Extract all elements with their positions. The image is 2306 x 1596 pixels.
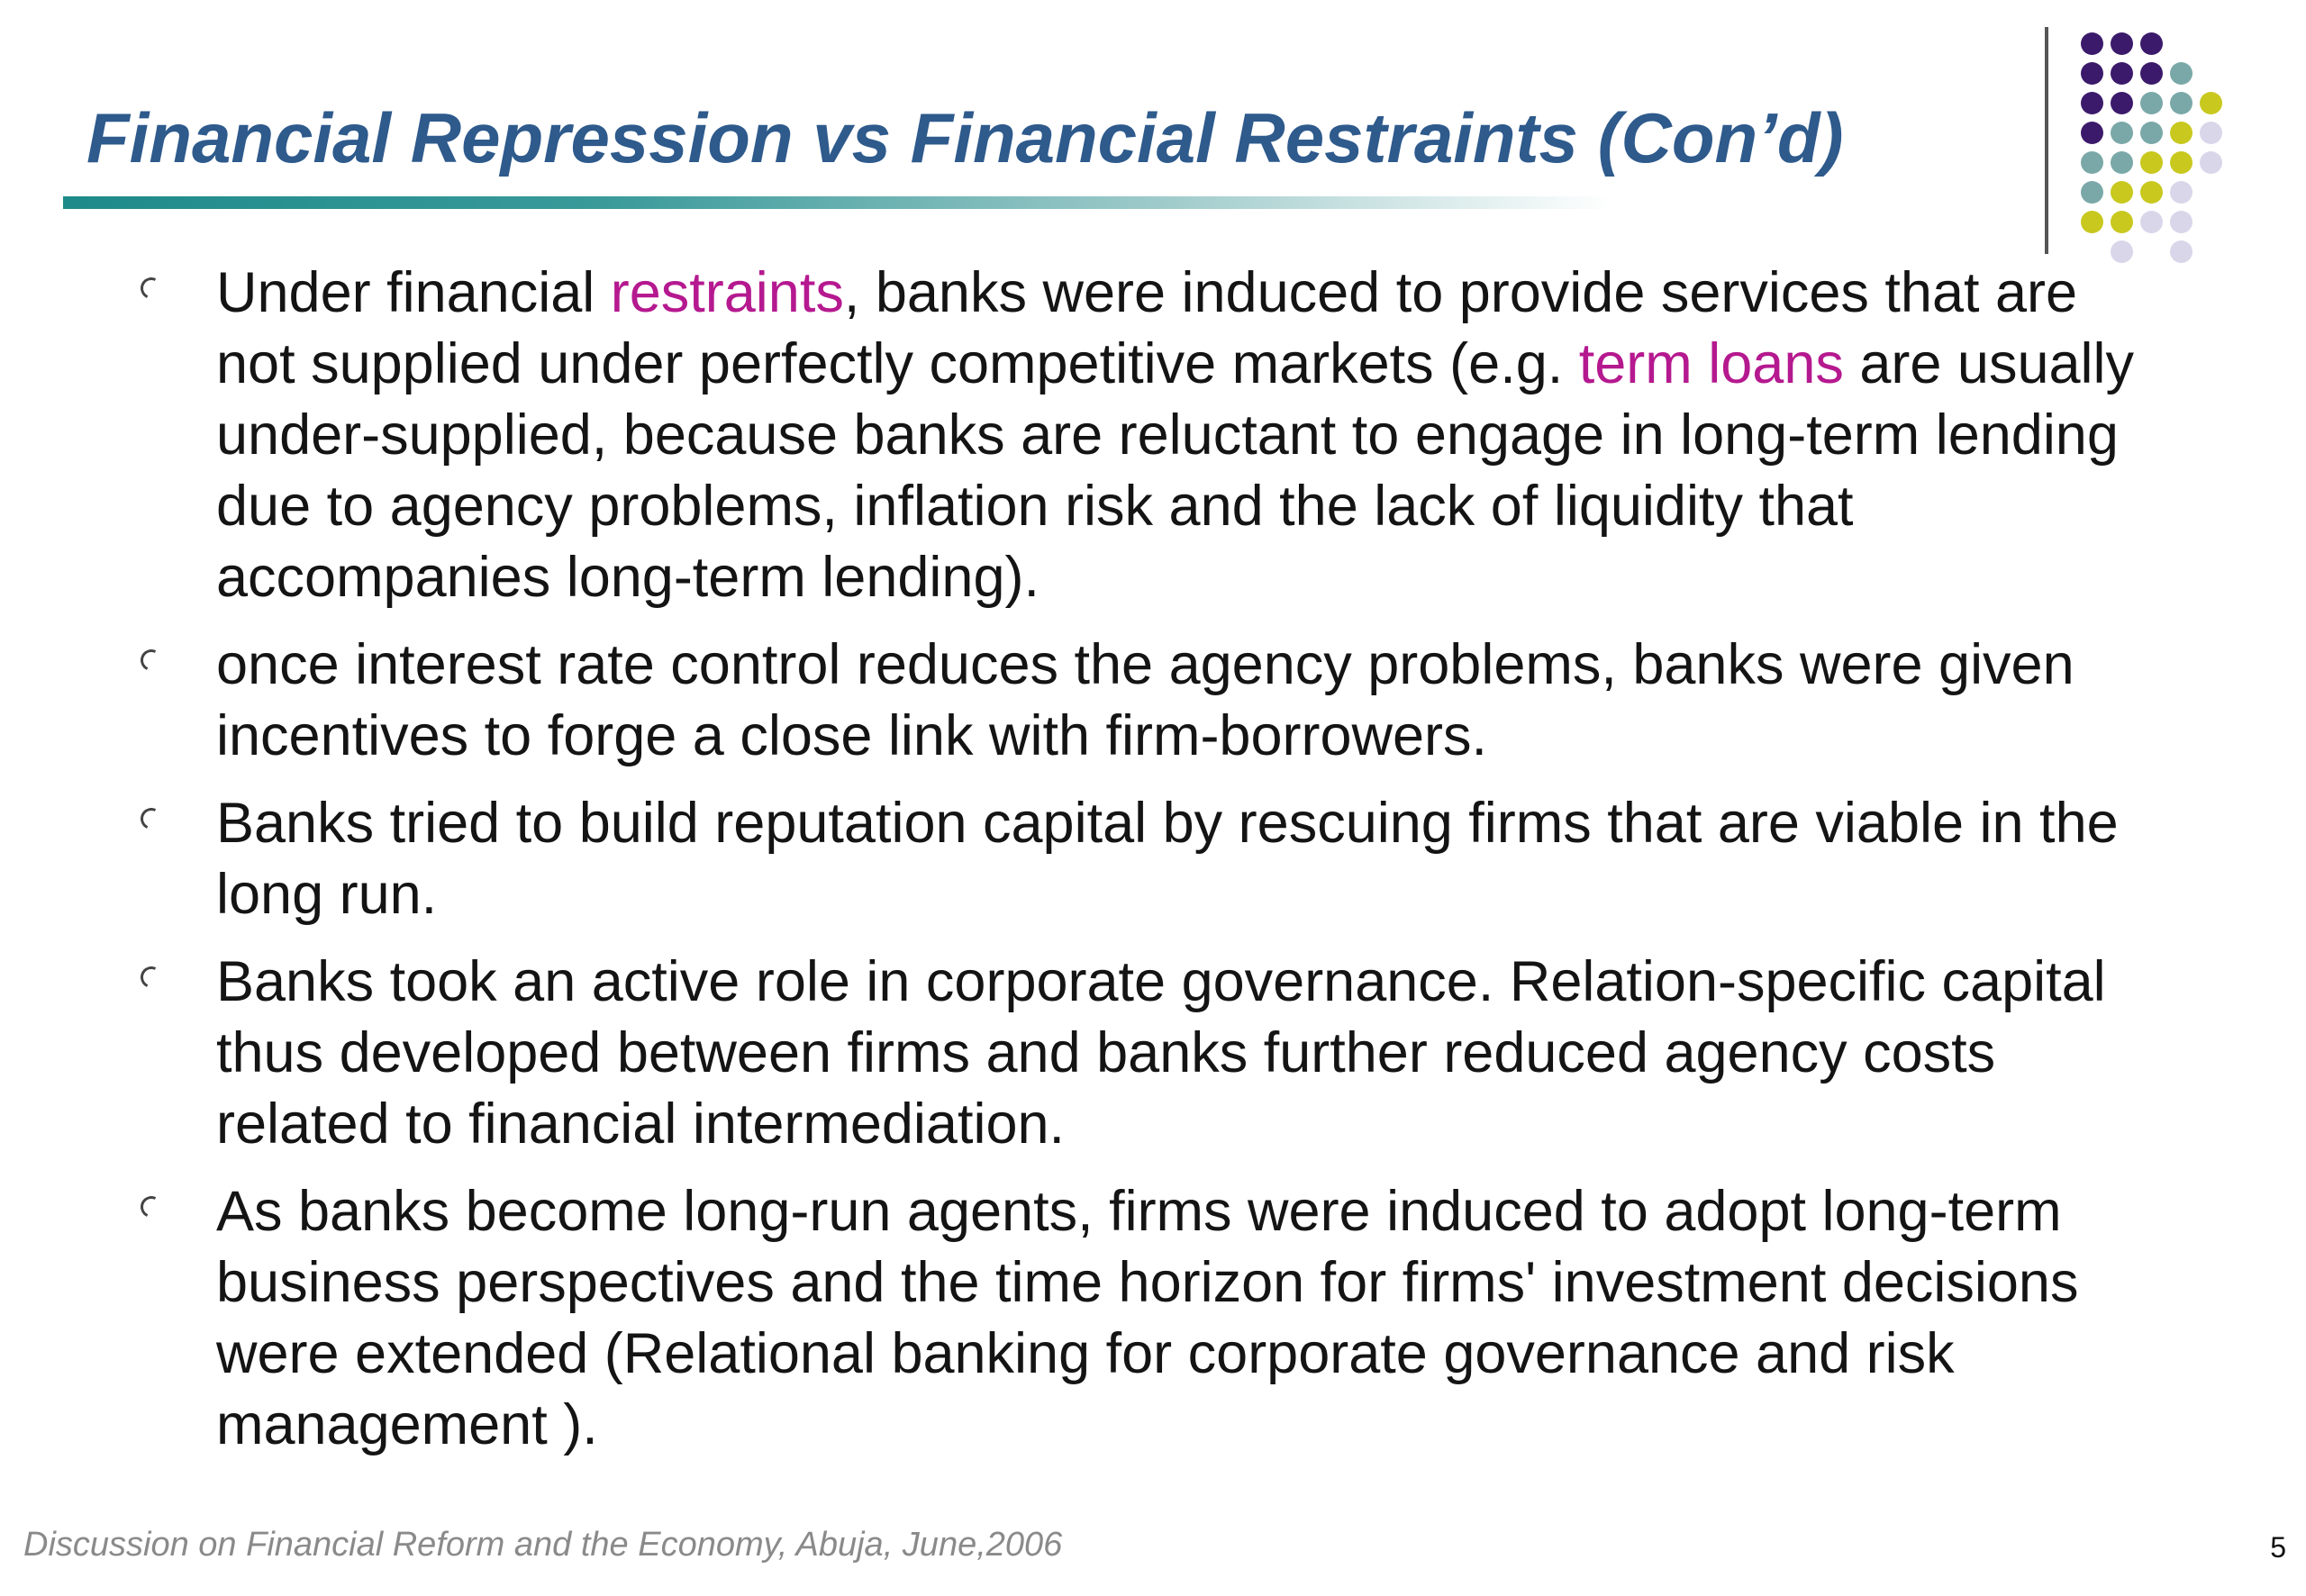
decorative-dot (2111, 122, 2133, 144)
bullet-text: As banks become long-run agents, firms were induced to adopt long-term business perspectives and the time horizon for firms' investment decisions were extended (Relational banking for corporate governance and risk management ). (216, 1180, 2079, 1456)
bullet-list (135, 258, 2171, 1461)
decorative-dot (2081, 151, 2103, 174)
bullet-marker-icon (138, 805, 166, 833)
decorative-dot (2170, 151, 2193, 174)
decorative-dot (2140, 92, 2163, 114)
page-number: 5 (2270, 1531, 2286, 1564)
bullet-text: Under financial (216, 261, 611, 324)
bullet-marker-icon (138, 964, 166, 992)
decorative-dot (2200, 151, 2222, 174)
decorative-dot (2140, 151, 2163, 174)
decorative-dot (2140, 32, 2163, 55)
slide-title: Financial Repression vs Financial Restraints (Con’d) (86, 98, 1844, 177)
divider-line (2045, 27, 2048, 254)
bullet-item (135, 1176, 2171, 1461)
decorative-dot (2200, 92, 2222, 114)
bullet-text: are usually under-supplied, because banks are reluctant to engage in long-term lending due to agency problems, inflation risk and the lack of liquidity that accompanies long-term lending). (216, 332, 2135, 609)
footer-text: Discussion on Financial Reform and the Economy, Abuja, June,2006 (23, 1526, 1063, 1564)
bullet-marker-icon (138, 1193, 166, 1221)
decorative-dot (2170, 92, 2193, 114)
bullet-marker-icon (138, 275, 166, 303)
decorative-dot (2170, 181, 2193, 204)
decorative-dot (2081, 32, 2103, 55)
decorative-dot (2140, 62, 2163, 85)
decorative-dot (2081, 92, 2103, 114)
decorative-dot (2140, 211, 2163, 233)
decorative-dot (2170, 211, 2193, 233)
decorative-dot (2111, 211, 2133, 233)
bullet-item (135, 630, 2171, 772)
bullet-item (135, 947, 2171, 1160)
bullet-text: once interest rate control reduces the agency problems, banks were given incentives to forge a close link with firm-borrowers. (216, 633, 2074, 767)
decorative-dot (2140, 122, 2163, 144)
title-underline (63, 196, 1612, 209)
decorative-dot (2111, 151, 2133, 174)
bullet-item (135, 258, 2171, 613)
bullet-marker-icon (138, 647, 166, 675)
decorative-dot (2081, 62, 2103, 85)
decorative-dot (2140, 181, 2163, 204)
decorative-dot (2081, 211, 2103, 233)
decorative-dot (2111, 32, 2133, 55)
decorative-dot (2170, 62, 2193, 85)
bullet-text: , banks were induced to provide services that are not supplied under perfectly competitive markets (e.g. (216, 261, 2078, 395)
decorative-dot (2081, 181, 2103, 204)
decorative-dot (2081, 122, 2103, 144)
decorative-dot (2111, 62, 2133, 85)
bullet-item (135, 788, 2171, 930)
decorative-dot (2170, 122, 2193, 144)
decorative-dot (2200, 122, 2222, 144)
bullet-text: Banks tried to build reputation capital by rescuing firms that are viable in the long run. (216, 792, 2119, 926)
decorative-dot (2170, 240, 2193, 263)
highlighted-term: restraints (610, 261, 844, 324)
bullet-text: Banks took an active role in corporate governance. Relation-specific capital thus developed between firms and banks further reduced agency costs related to financial intermediation. (216, 950, 2106, 1156)
decorative-dot (2111, 181, 2133, 204)
dot-grid-icon (2072, 32, 2288, 267)
highlighted-term: term loans (1578, 332, 1844, 395)
decorative-dot (2111, 92, 2133, 114)
